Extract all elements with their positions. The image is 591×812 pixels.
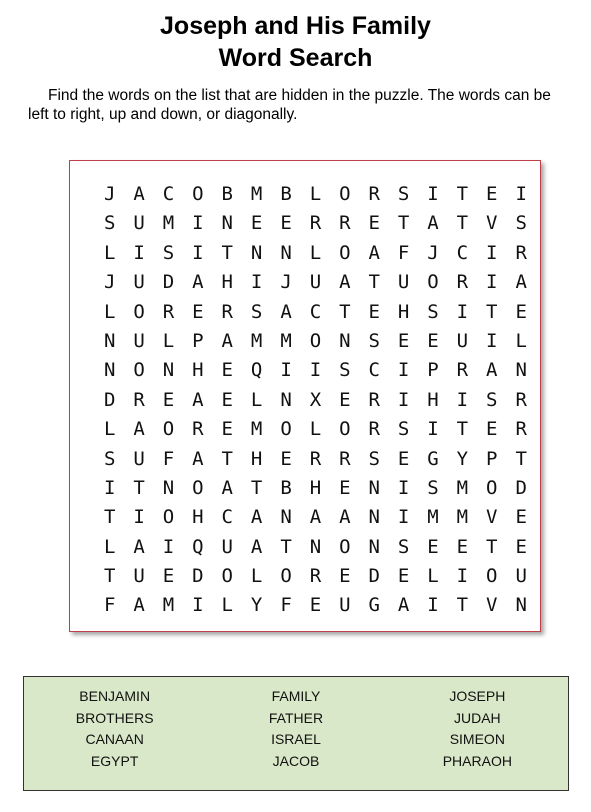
grid-letter: A <box>427 212 439 235</box>
grid-letter: I <box>133 241 145 264</box>
instructions-text: Find the words on the list that are hidden in the puzzle. The words can be left to right, up and down, or diagonally. <box>28 87 551 123</box>
grid-letter: R <box>456 359 469 382</box>
grid-letter: L <box>309 183 322 205</box>
grid-letter: I <box>280 359 292 382</box>
grid-letter: U <box>397 271 410 294</box>
grid-letter: P <box>192 329 204 352</box>
grid-letter: U <box>309 271 322 294</box>
word-list-item: SIMEON <box>449 731 505 747</box>
grid-letter: D <box>515 476 527 499</box>
grid-letter: I <box>192 594 204 617</box>
grid-letter: T <box>486 535 498 558</box>
grid-letter: D <box>368 565 380 588</box>
grid-letter: T <box>103 565 116 588</box>
letter-grid <box>95 180 536 621</box>
grid-letter: R <box>515 418 527 441</box>
grid-letter: U <box>133 447 145 470</box>
grid-letter: A <box>339 506 351 529</box>
grid-letter: S <box>103 447 116 470</box>
grid-letter: S <box>368 329 380 352</box>
grid-letter: I <box>515 183 527 205</box>
grid-letter: E <box>339 565 351 588</box>
grid-letter: O <box>339 535 351 558</box>
puzzle-frame <box>69 160 541 632</box>
grid-letter: D <box>103 388 116 411</box>
grid-letter: L <box>515 329 527 352</box>
grid-letter: I <box>427 183 439 205</box>
grid-letter: O <box>486 476 498 499</box>
grid-letter: E <box>368 212 380 235</box>
grid-letter: D <box>162 271 175 294</box>
grid-letter: O <box>133 300 145 323</box>
grid-letter: U <box>339 594 351 617</box>
grid-letter: T <box>456 212 469 235</box>
grid-letter: N <box>250 241 263 264</box>
grid-letter: G <box>368 594 380 617</box>
grid-letter: J <box>280 271 292 294</box>
grid-letter: J <box>103 271 116 294</box>
grid-letter: F <box>162 447 175 470</box>
grid-letter: R <box>162 300 175 323</box>
grid-letter: V <box>486 212 498 235</box>
grid-letter: E <box>280 212 292 235</box>
grid-letter: A <box>515 271 527 294</box>
grid-letter: R <box>515 241 527 264</box>
grid-letter: E <box>339 476 351 499</box>
grid-letter: R <box>339 447 351 470</box>
grid-letter: T <box>456 418 469 441</box>
grid-letter: T <box>133 476 145 499</box>
grid-letter: C <box>456 241 469 264</box>
grid-letter: L <box>103 535 116 558</box>
grid-letter: C <box>368 359 380 382</box>
word-list-item: JUDAH <box>453 709 501 726</box>
grid-letter: N <box>309 535 322 558</box>
word-list <box>24 686 568 772</box>
grid-letter: U <box>133 271 145 294</box>
grid-letter: S <box>427 476 439 499</box>
grid-letter: N <box>103 329 116 352</box>
grid-letter: I <box>456 300 469 323</box>
grid-letter: E <box>162 388 175 411</box>
grid-letter: A <box>192 271 204 294</box>
grid-letter: S <box>397 183 410 205</box>
grid-letter: I <box>456 565 469 588</box>
grid-letter: C <box>221 506 233 529</box>
grid-letter: S <box>515 212 527 235</box>
grid-letter: P <box>486 447 498 470</box>
grid-letter: O <box>427 271 439 294</box>
grid-letter: R <box>309 447 322 470</box>
grid-letter: E <box>515 506 527 529</box>
grid-letter: L <box>309 241 322 264</box>
grid-letter: A <box>250 535 263 558</box>
grid-letter: R <box>339 212 351 235</box>
grid-letter: L <box>103 241 116 264</box>
grid-letter: E <box>486 183 498 205</box>
grid-letter: U <box>133 565 145 588</box>
grid-letter: M <box>280 329 292 352</box>
grid-letter: E <box>486 418 498 441</box>
grid-letter: I <box>192 241 204 264</box>
grid-letter: E <box>515 535 527 558</box>
grid-letter: U <box>456 329 469 352</box>
word-list-item: PHARAOH <box>442 752 512 769</box>
grid-letter: N <box>280 506 292 529</box>
grid-letter: A <box>339 271 351 294</box>
grid-letter: T <box>397 212 410 235</box>
grid-letter: R <box>368 418 380 441</box>
grid-letter: O <box>280 565 292 588</box>
grid-letter: N <box>339 329 351 352</box>
grid-letter: H <box>192 506 204 529</box>
grid-letter: A <box>133 183 145 205</box>
grid-letter: S <box>339 359 351 382</box>
grid-letter: B <box>221 183 233 205</box>
grid-letter: I <box>397 359 410 382</box>
grid-letter: M <box>456 476 469 499</box>
grid-letter: T <box>250 476 263 499</box>
grid-letter: E <box>221 418 233 441</box>
word-list-item: FAMILY <box>271 688 321 704</box>
grid-letter: I <box>397 388 410 411</box>
grid-letter: H <box>397 300 410 323</box>
grid-letter: U <box>133 329 145 352</box>
grid-letter: N <box>368 506 380 529</box>
grid-letter: Q <box>250 359 263 382</box>
grid-letter: T <box>456 594 469 617</box>
grid-letter: T <box>368 271 380 294</box>
word-list-box <box>23 676 569 791</box>
grid-letter: I <box>456 388 469 411</box>
grid-letter: O <box>162 418 175 441</box>
grid-letter: O <box>162 506 175 529</box>
grid-letter: B <box>280 183 292 205</box>
grid-letter: N <box>368 535 380 558</box>
grid-letter: I <box>486 329 498 352</box>
grid-letter: L <box>162 329 175 352</box>
grid-letter: N <box>515 359 527 382</box>
grid-letter: E <box>339 388 351 411</box>
grid-letter: O <box>280 418 292 441</box>
grid-letter: R <box>192 418 204 441</box>
grid-letter: X <box>309 388 322 411</box>
grid-letter: S <box>486 388 498 411</box>
grid-letter: N <box>515 594 527 617</box>
grid-letter: S <box>162 241 175 264</box>
grid-letter: O <box>221 565 233 588</box>
grid-letter: N <box>162 476 175 499</box>
grid-letter: T <box>339 300 351 323</box>
grid-letter: T <box>456 183 469 205</box>
grid-letter: T <box>486 300 498 323</box>
grid-letter: I <box>309 359 322 382</box>
grid-letter: L <box>427 565 439 588</box>
word-list-item: JACOB <box>272 752 320 769</box>
grid-letter: I <box>397 506 410 529</box>
grid-letter: M <box>162 212 175 235</box>
grid-letter: N <box>103 359 116 382</box>
grid-letter: M <box>427 506 439 529</box>
grid-letter: I <box>427 594 439 617</box>
word-list-item: EGYPT <box>90 752 139 769</box>
grid-letter: I <box>427 418 439 441</box>
grid-letter: E <box>309 594 322 617</box>
grid-letter: V <box>486 506 498 529</box>
grid-letter: T <box>103 506 116 529</box>
grid-letter: U <box>221 535 233 558</box>
grid-letter: Q <box>192 535 204 558</box>
grid-letter: S <box>250 300 263 323</box>
grid-letter: E <box>456 535 469 558</box>
grid-letter: S <box>368 447 380 470</box>
grid-letter: L <box>103 418 116 441</box>
grid-letter: Y <box>250 594 263 617</box>
grid-letter: T <box>280 535 292 558</box>
grid-letter: U <box>515 565 527 588</box>
grid-letter: L <box>221 594 233 617</box>
grid-letter: R <box>368 388 380 411</box>
grid-letter: H <box>309 476 322 499</box>
grid-letter: J <box>103 183 116 205</box>
grid-letter: E <box>427 329 439 352</box>
grid-letter: R <box>456 271 469 294</box>
grid-letter: E <box>221 388 233 411</box>
grid-letter: O <box>339 183 351 205</box>
word-list-item: JOSEPH <box>449 688 506 704</box>
word-list-item: FATHER <box>268 709 324 726</box>
grid-letter: E <box>397 565 410 588</box>
grid-letter: E <box>397 329 410 352</box>
grid-letter: E <box>397 447 410 470</box>
grid-letter: O <box>133 359 145 382</box>
grid-letter: E <box>368 300 380 323</box>
grid-letter: O <box>192 183 204 205</box>
grid-letter: B <box>280 476 292 499</box>
grid-letter: U <box>133 212 145 235</box>
grid-letter: S <box>103 212 116 235</box>
grid-letter: R <box>133 388 145 411</box>
grid-letter: L <box>103 300 116 323</box>
grid-letter: M <box>250 418 263 441</box>
grid-letter: E <box>250 212 263 235</box>
grid-letter: L <box>250 388 263 411</box>
grid-letter: P <box>427 359 439 382</box>
grid-letter: A <box>192 447 204 470</box>
grid-letter: R <box>309 212 322 235</box>
grid-letter: Y <box>456 447 469 470</box>
grid-letter: S <box>397 418 410 441</box>
grid-letter: A <box>309 506 322 529</box>
grid-letter: E <box>221 359 233 382</box>
grid-letter: L <box>309 418 322 441</box>
grid-letter: H <box>250 447 263 470</box>
grid-letter: M <box>250 183 263 205</box>
grid-letter: F <box>397 241 410 264</box>
grid-letter: A <box>397 594 410 617</box>
grid-letter: A <box>133 535 145 558</box>
grid-letter: I <box>397 476 410 499</box>
word-list-item: BENJAMIN <box>79 688 151 704</box>
grid-letter: G <box>427 447 439 470</box>
grid-letter: F <box>103 594 116 617</box>
grid-letter: N <box>368 476 380 499</box>
grid-letter: N <box>280 388 292 411</box>
grid-letter: E <box>427 535 439 558</box>
grid-letter: C <box>162 183 175 205</box>
grid-letter: A <box>368 241 380 264</box>
grid-letter: R <box>515 388 527 411</box>
grid-letter: O <box>486 565 498 588</box>
grid-letter: E <box>280 447 292 470</box>
word-list-item: ISRAEL <box>271 731 321 747</box>
grid-letter: V <box>486 594 498 617</box>
grid-letter: F <box>280 594 292 617</box>
grid-letter: A <box>250 506 263 529</box>
grid-letter: R <box>221 300 233 323</box>
grid-letter: A <box>221 476 233 499</box>
grid-letter: I <box>486 241 498 264</box>
grid-letter: H <box>427 388 439 411</box>
word-list-item: CANAAN <box>85 731 144 747</box>
grid-letter: O <box>309 329 322 352</box>
grid-letter: I <box>192 212 204 235</box>
grid-letter: O <box>339 241 351 264</box>
grid-letter: L <box>250 565 263 588</box>
grid-letter: E <box>162 565 175 588</box>
grid-letter: E <box>515 300 527 323</box>
grid-letter: T <box>515 447 527 470</box>
page-title <box>0 10 591 74</box>
title-line-1: Joseph and His Family <box>160 12 431 40</box>
grid-letter: I <box>486 271 498 294</box>
grid-letter: R <box>368 183 380 205</box>
grid-letter: M <box>456 506 469 529</box>
grid-letter: O <box>192 476 204 499</box>
grid-letter: N <box>280 241 292 264</box>
grid-letter: M <box>250 329 263 352</box>
grid-letter: M <box>162 594 175 617</box>
grid-letter: C <box>309 300 322 323</box>
grid-letter: A <box>280 300 292 323</box>
grid-letter: O <box>339 418 351 441</box>
title-line-2: Word Search <box>218 44 373 72</box>
grid-letter: E <box>192 300 204 323</box>
grid-letter: A <box>221 329 233 352</box>
grid-letter: S <box>397 535 410 558</box>
grid-letter: D <box>192 565 204 588</box>
grid-letter: H <box>192 359 204 382</box>
grid-letter: T <box>221 447 233 470</box>
grid-letter: J <box>427 241 439 264</box>
grid-letter: I <box>162 535 175 558</box>
grid-letter: A <box>133 594 145 617</box>
grid-letter: A <box>192 388 204 411</box>
grid-letter: S <box>427 300 439 323</box>
grid-letter: A <box>133 418 145 441</box>
grid-letter: T <box>221 241 233 264</box>
grid-letter: I <box>103 476 116 499</box>
grid-letter: N <box>221 212 233 235</box>
grid-letter: R <box>309 565 322 588</box>
word-list-item: BROTHERS <box>75 709 154 726</box>
grid-letter: H <box>221 271 233 294</box>
grid-letter: I <box>250 271 263 294</box>
grid-letter: A <box>486 359 498 382</box>
grid-letter: N <box>162 359 175 382</box>
grid-letter: I <box>133 506 145 529</box>
